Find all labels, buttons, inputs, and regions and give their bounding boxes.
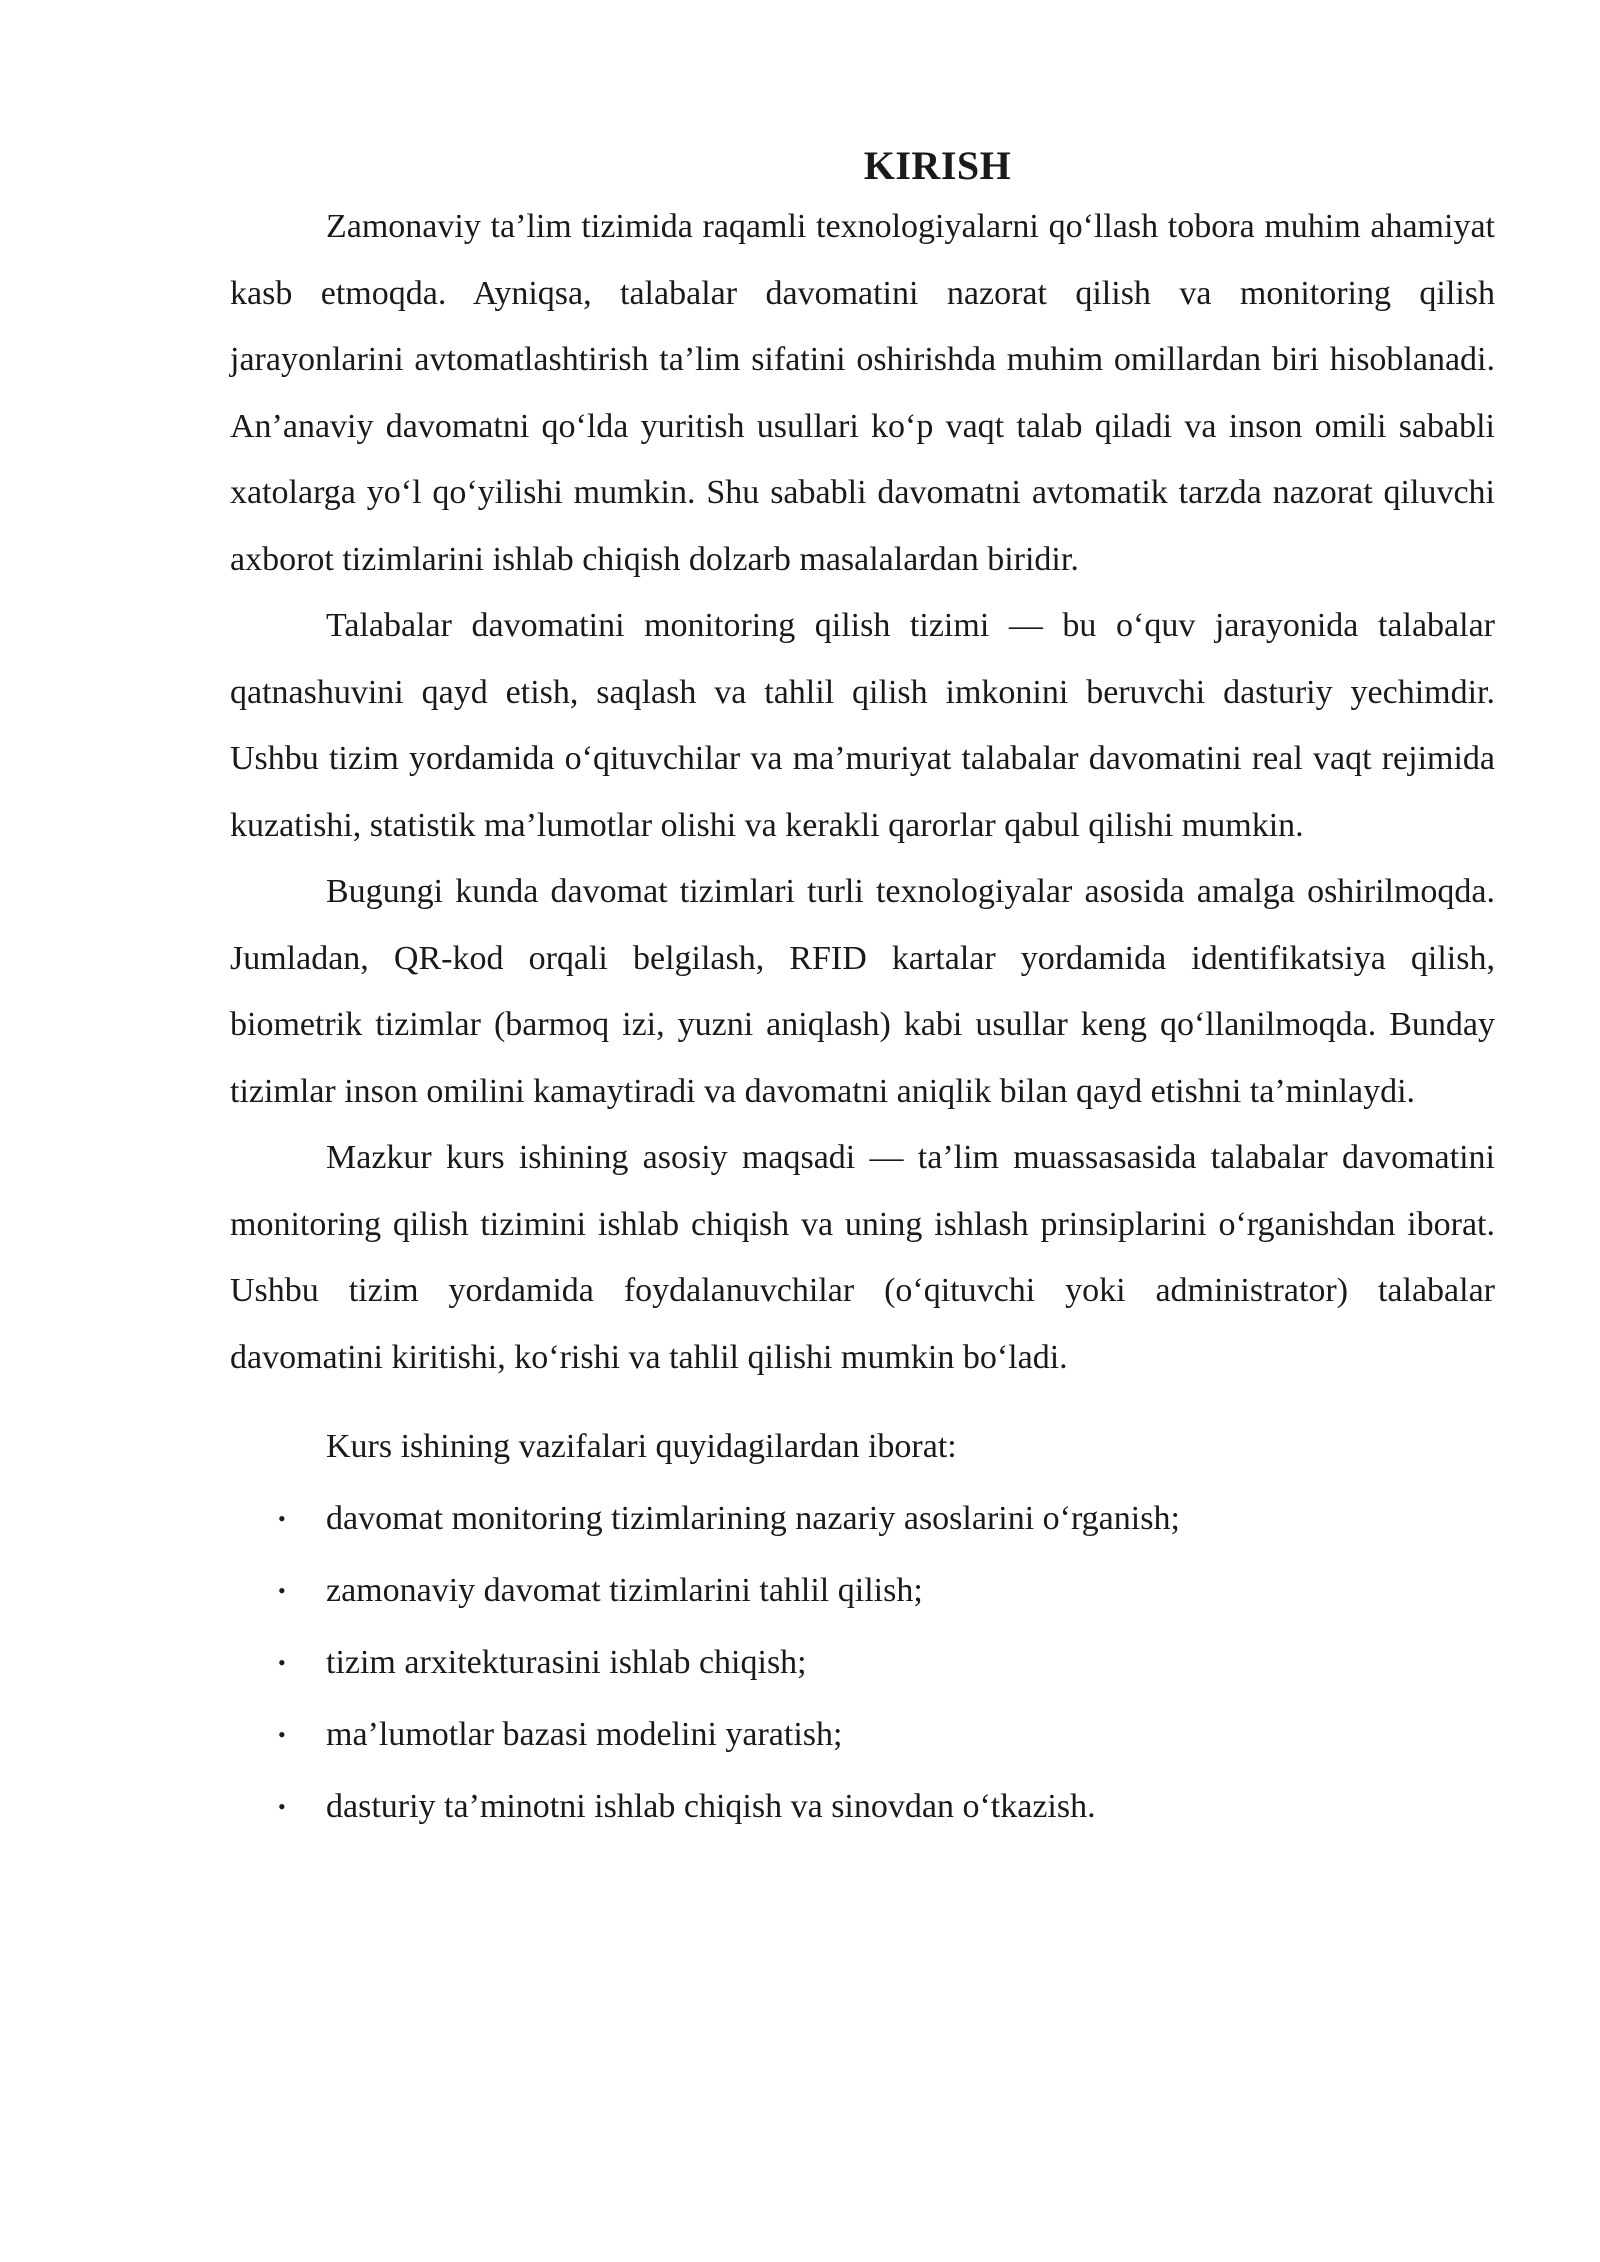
- list-item: [230, 1571, 1495, 1611]
- paragraph-technologies: Bugungi kunda davomat tizimlari turli texnologiyalar asosida amalga oshirilmoqda. Jumladan, QR-kod orqali belgilash, RFID kartalar yordamida identifikatsiya qilish, biometrik tizimlar (barmoq izi, yuzni aniqlash) kabi usullar keng qo‘llanilmoqda. Bunday tizimlar inson omilini kamaytiradi va davomatni aniqlik bilan qayd etishni ta’minlaydi.: [230, 873, 1495, 1110]
- task-text: tizim arxitekturasini ishlab chiqish;: [326, 1644, 807, 1681]
- paragraph-system-definition: Talabalar davomatini monitoring qilish tizimi — bu o‘quv jarayonida talabalar qatnashuvini qayd etish, saqlash va tahlil qilish imkonini beruvchi dasturiy yechimdir. Ushbu tizim yordamida o‘qituvchilar va ma’muriyat talabalar davomatini real vaqt rejimida kuzatishi, statistik ma’lumotlar olishi va kerakli qarorlar qabul qilishi mumkin.: [230, 607, 1495, 844]
- bullet-icon: •: [278, 1650, 286, 1675]
- list-item: [230, 1715, 1495, 1755]
- paragraph-introduction: Zamonaviy ta’lim tizimida raqamli texnologiyalarni qo‘llash tobora muhim ahamiyat kasb etmoqda. Ayniqsa, talabalar davomatini nazorat qilish va monitoring qilish jarayonlarini avtomatlashtirish ta’lim sifatini oshirishda muhim omillardan biri hisoblanadi. An’anaviy davomatni qo‘lda yuritish usullari ko‘p vaqt talab qiladi va inson omili sababli xatolarga yo‘l qo‘yilishi mumkin. Shu sababli davomatni avtomatik tarzda nazorat qiluvchi axborot tizimlarini ishlab chiqish dolzarb masalalardan biridir.: [230, 208, 1495, 578]
- paragraph-goal: Mazkur kurs ishining asosiy maqsadi — ta’lim muassasasida talabalar davomatini monitoring qilish tizimini ishlab chiqish va uning ishlash prinsiplarini o‘rganishdan iborat. Ushbu tizim yordamida foydalanuvchilar (o‘qituvchi yoki administrator) talabalar davomatini kiritishi, ko‘rishi va tahlil qilishi mumkin bo‘ladi.: [230, 1139, 1495, 1376]
- bullet-icon: •: [278, 1722, 286, 1747]
- task-text: dasturiy ta’minotni ishlab chiqish va sinovdan o‘tkazish.: [326, 1788, 1096, 1825]
- tasks-intro: Kurs ishining vazifalari quyidagilardan iborat:: [326, 1428, 957, 1465]
- page-title: KIRISH: [863, 143, 1012, 188]
- list-item: [230, 1499, 1495, 1539]
- task-list: [230, 1499, 1495, 1827]
- bullet-icon: •: [278, 1506, 286, 1531]
- list-item: [230, 1643, 1495, 1683]
- task-text: ma’lumotlar bazasi modelini yaratish;: [326, 1716, 843, 1753]
- bullet-icon: •: [278, 1578, 286, 1603]
- task-text: davomat monitoring tizimlarining nazariy asoslarini o‘rganish;: [326, 1500, 1180, 1537]
- bullet-icon: •: [278, 1794, 286, 1819]
- document-page: [230, 138, 1495, 1859]
- list-item: [230, 1787, 1495, 1827]
- task-text: zamonaviy davomat tizimlarini tahlil qilish;: [326, 1572, 923, 1609]
